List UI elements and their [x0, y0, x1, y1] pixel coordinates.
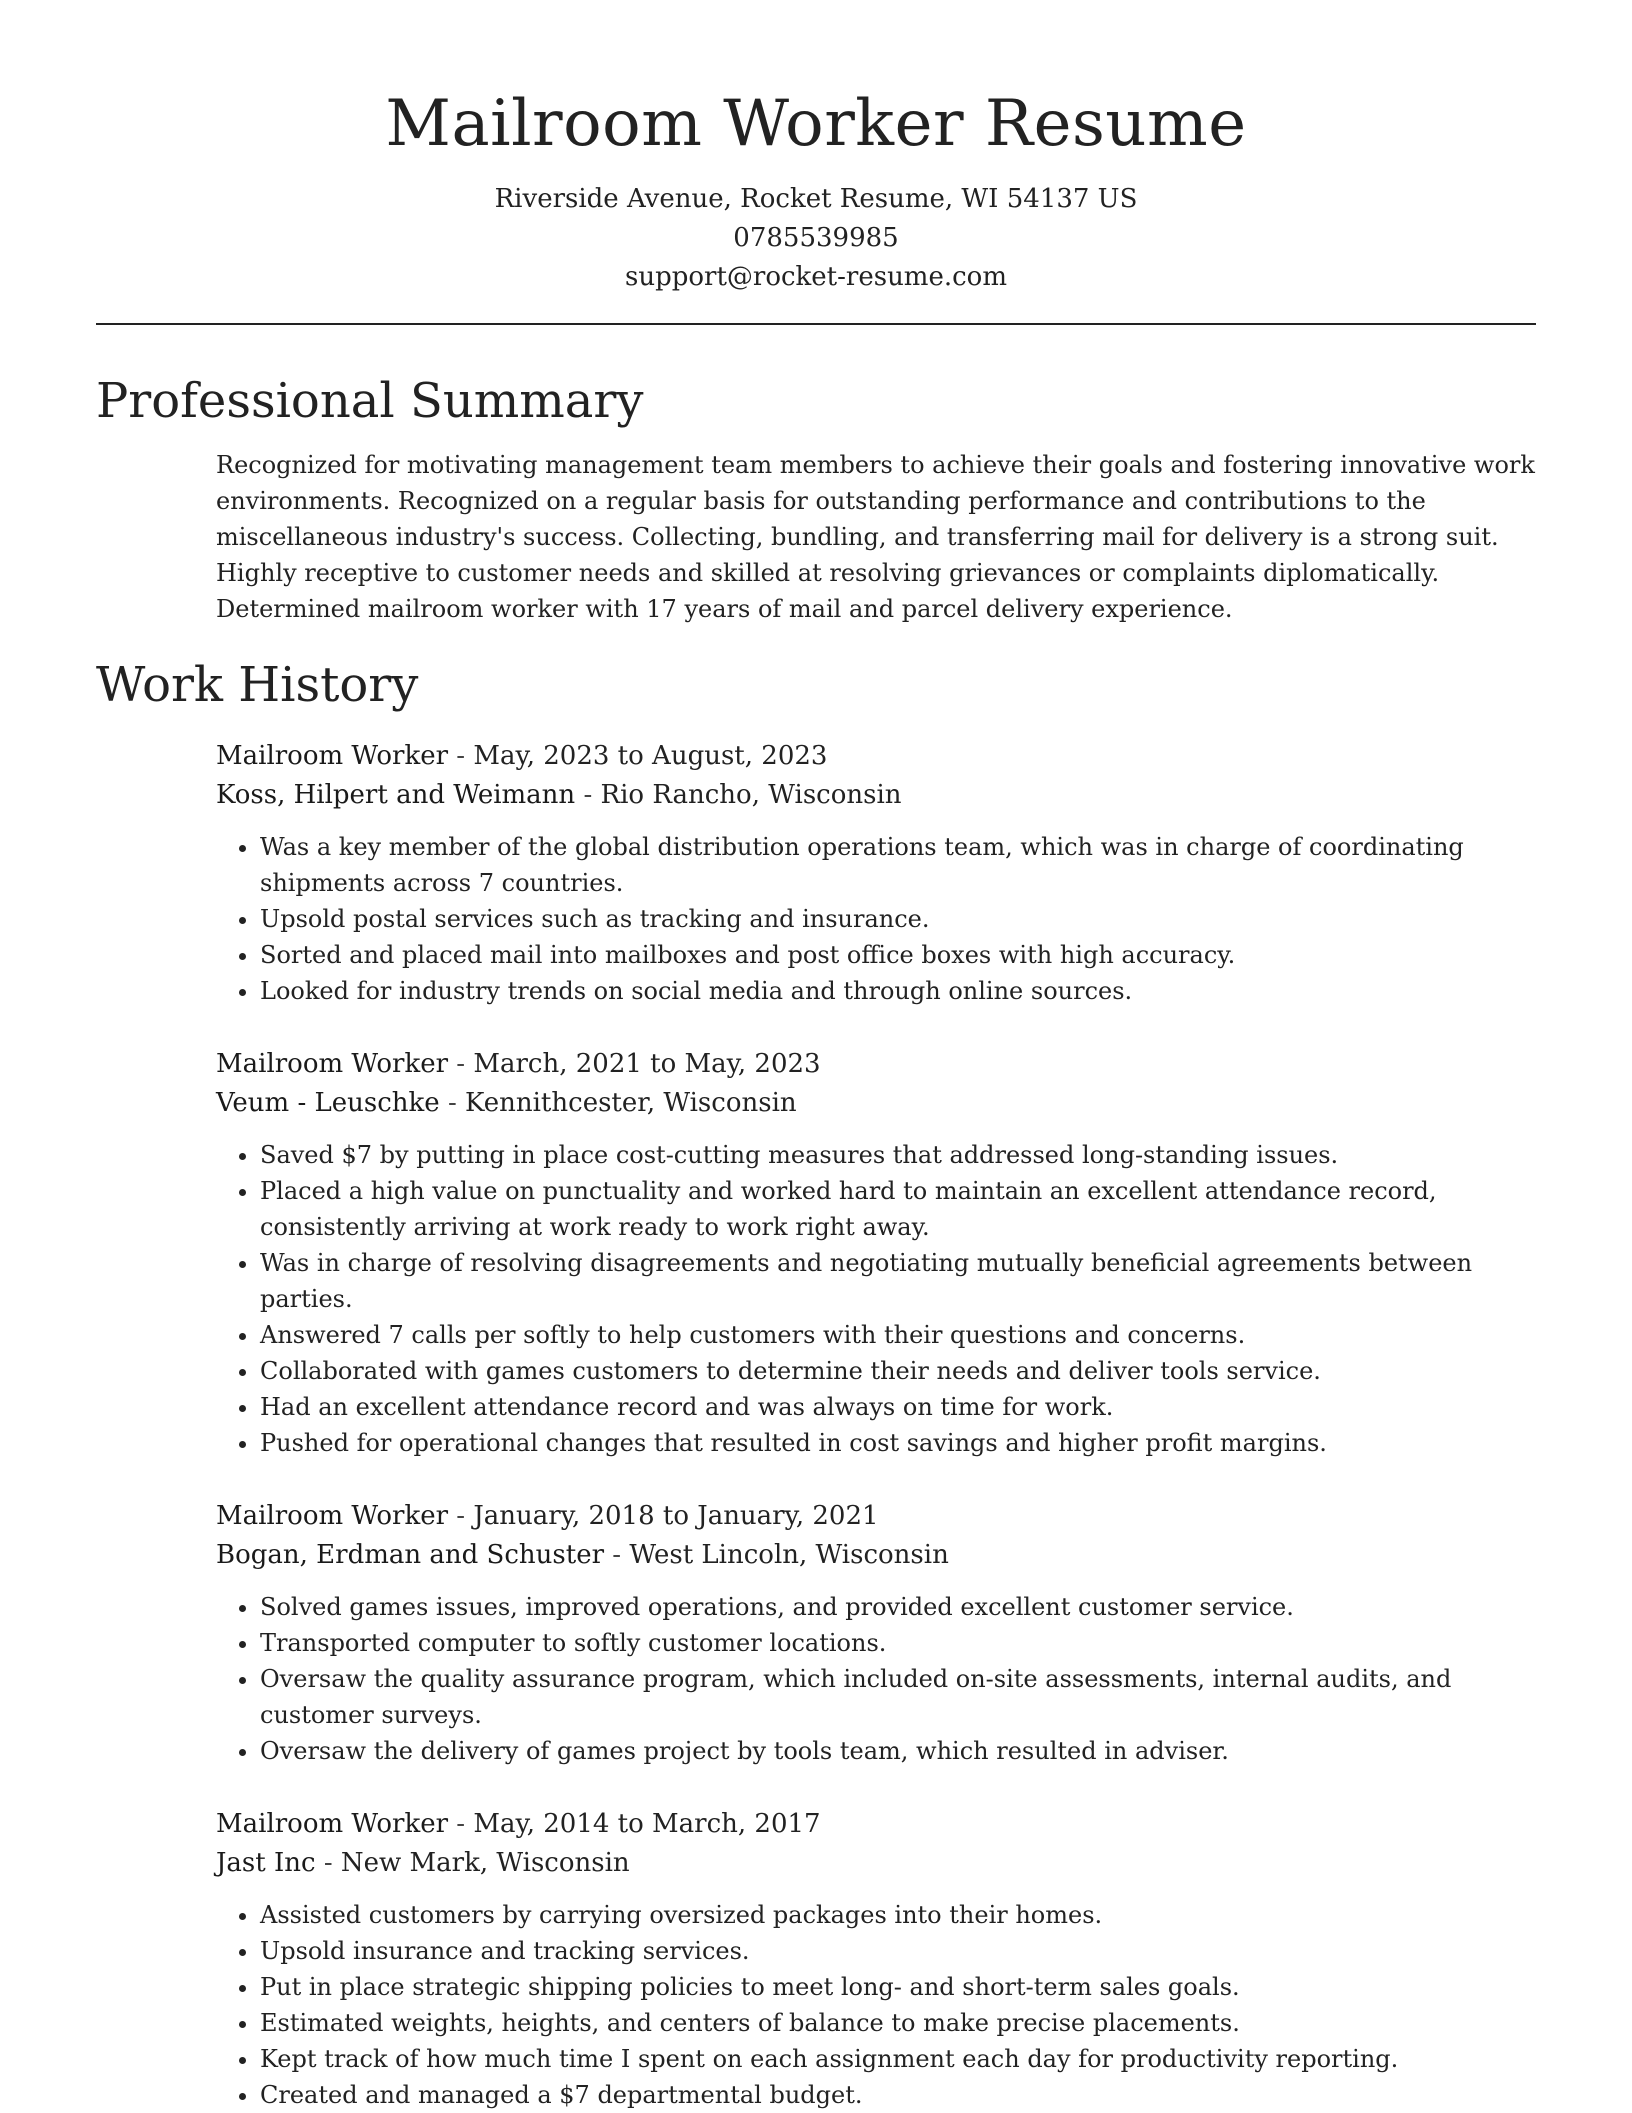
job-duty: • Had an excellent attendance record and was always on time for work.	[260, 1389, 1536, 1425]
job-duties	[216, 1897, 1536, 2113]
job-duty: • Answered 7 calls per softly to help customers with their questions and concerns.	[260, 1317, 1536, 1353]
job-entry	[216, 1045, 1536, 1461]
job-company-line	[216, 1844, 1536, 1883]
job-company-line	[216, 1084, 1536, 1123]
job-duties	[216, 829, 1536, 1009]
job-location: West Lincoln, Wisconsin	[629, 1540, 949, 1570]
job-duty: • Sorted and placed mail into mailboxes and post office boxes with high accuracy.	[260, 937, 1536, 973]
job-duty: • Created and managed a $7 departmental budget.	[260, 2077, 1536, 2113]
job-duty: • Saved $7 by putting in place cost-cutting measures that addressed long-standing issues.	[260, 1137, 1536, 1173]
job-company: Jast Inc	[216, 1848, 316, 1878]
job-duty: • Was a key member of the global distribution operations team, which was in charge of coordinating shipments across 7 countries.	[260, 829, 1536, 901]
job-location: Rio Rancho, Wisconsin	[600, 780, 902, 810]
job-separator: -	[575, 780, 601, 810]
job-company: Koss, Hilpert and Weimann	[216, 780, 576, 810]
job-duty: • Oversaw the delivery of games project by tools team, which resulted in adviser.	[260, 1733, 1536, 1769]
job-duties	[216, 1589, 1536, 1769]
summary-text: Recognized for motivating management team members to achieve their goals and fostering innovative work environments. Recognized on a regular basis for outstanding performance and contributions to the miscellaneous industry's success. Collecting, bundling, and transferring mail for delivery is a strong suit. Highly receptive to customer needs and skilled at resolving grievances or complaints diplomatically. Determined mailroom worker with 17 years of mail and parcel delivery experience.	[216, 451, 1535, 623]
contact-email: support@rocket-resume.com	[624, 262, 1007, 292]
job-duty: • Estimated weights, heights, and centers of balance to make precise placements.	[260, 2005, 1536, 2041]
job-company: Veum - Leuschke	[216, 1088, 440, 1118]
job-role: Mailroom Worker	[216, 1049, 449, 1079]
summary-heading: Professional Summary	[96, 373, 644, 429]
contact-phone: 0785539985	[733, 223, 899, 253]
job-duty: • Was in charge of resolving disagreements and negotiating mutually beneficial agreements between parties.	[260, 1245, 1536, 1317]
resume-header	[96, 0, 1536, 297]
job-duty: • Upsold postal services such as tracking and insurance.	[260, 901, 1536, 937]
job-duty: • Transported computer to softly customer locations.	[260, 1625, 1536, 1661]
job-company: Bogan, Erdman and Schuster	[216, 1540, 605, 1570]
job-location: New Mark, Wisconsin	[340, 1848, 630, 1878]
job-duty: • Oversaw the quality assurance program, which included on-site assessments, internal audits, and customer surveys.	[260, 1661, 1536, 1733]
job-separator: -	[315, 1848, 341, 1878]
job-role-line	[216, 1045, 1536, 1084]
summary-section	[96, 369, 1536, 627]
job-role-line	[216, 1497, 1536, 1536]
contact-address: Riverside Avenue, Rocket Resume, WI 54137 US	[494, 184, 1138, 214]
job-duty: • Looked for industry trends on social media and through online sources.	[260, 973, 1536, 1009]
job-duties	[216, 1137, 1536, 1461]
contact-info	[96, 180, 1536, 297]
job-dates: May, 2014 to March, 2017	[473, 1809, 821, 1839]
job-dates: March, 2021 to May, 2023	[473, 1049, 821, 1079]
job-role-line	[216, 1805, 1536, 1844]
job-dates: January, 2018 to January, 2021	[473, 1501, 879, 1531]
job-location: Kennithcester, Wisconsin	[465, 1088, 797, 1118]
job-separator: -	[448, 741, 474, 771]
job-entry	[216, 1497, 1536, 1769]
job-duty: • Solved games issues, improved operations, and provided excellent customer service.	[260, 1589, 1536, 1625]
job-duty: • Pushed for operational changes that resulted in cost savings and higher profit margins.	[260, 1425, 1536, 1461]
job-dates: May, 2023 to August, 2023	[473, 741, 828, 771]
job-duty: • Upsold insurance and tracking services.	[260, 1933, 1536, 1969]
job-duty: • Put in place strategic shipping policies to meet long- and short-term sales goals.	[260, 1969, 1536, 2005]
job-duty: • Kept track of how much time I spent on each assignment each day for productivity reporting.	[260, 2041, 1536, 2077]
job-separator: -	[448, 1049, 474, 1079]
work-history-heading: Work History	[96, 657, 419, 713]
job-list	[216, 737, 1536, 2113]
job-separator: -	[439, 1088, 466, 1118]
header-divider	[96, 323, 1536, 325]
job-separator: -	[448, 1501, 474, 1531]
job-role: Mailroom Worker	[216, 1501, 449, 1531]
job-separator: -	[448, 1809, 474, 1839]
job-role: Mailroom Worker	[216, 1809, 449, 1839]
job-role: Mailroom Worker	[216, 741, 449, 771]
job-company-line	[216, 1536, 1536, 1575]
job-duty: • Placed a high value on punctuality and worked hard to maintain an excellent attendance record, consistently arriving at work ready to work right away.	[260, 1173, 1536, 1245]
job-entry	[216, 737, 1536, 1009]
job-separator: -	[604, 1540, 630, 1570]
job-duty: • Assisted customers by carrying oversized packages into their homes.	[260, 1897, 1536, 1933]
job-company-line	[216, 776, 1536, 815]
resume-title: Mailroom Worker Resume	[385, 87, 1247, 161]
job-role-line	[216, 737, 1536, 776]
job-duty: • Collaborated with games customers to determine their needs and deliver tools service.	[260, 1353, 1536, 1389]
job-entry	[216, 1805, 1536, 2113]
work-history-section	[96, 653, 1536, 2113]
